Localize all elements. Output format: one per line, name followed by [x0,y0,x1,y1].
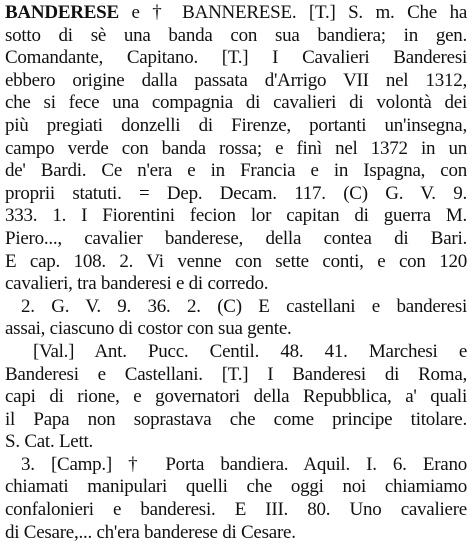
entry-line-23: confalonieri e banderesi. E III. 80. Uno cavaliere [5,499,467,521]
headword: BANDERESE [5,2,119,23]
entry-line-24: di Cesare,... ch'era banderese di Cesare. [5,521,296,543]
entry-line-8: de' Bardi. Ce n'era e in Francia e in Ispagna, con [5,160,467,182]
entry-line-2: sotto di sè una banda con sua bandiera; in gen. [5,24,467,46]
entry-line-16: [Val.] Ant. Pucc. Centil. 48. 41. Marchesi e [33,340,467,362]
entry-line-19: il Papa non soprastava che come principe titolare. [5,408,467,430]
entry-line-14: 2. G. V. 9. 36. 2. (C) E castellani e banderesi [21,295,467,317]
entry-line-9: proprii statuti. = Dep. Decam. 117. (C) G. V. 9. [5,182,467,204]
entry-line-1: BANDERESE e † BANNERESE. [T.] S. m. Che ha [5,2,467,23]
entry-line-18: capi di rione, e governatori della Repubblica, a' quali [5,386,467,408]
entry-line-12: E cap. 108. 2. Vi venne con sette conti, e con 120 [5,250,467,272]
entry-line-20: S. Cat. Lett. [5,431,94,453]
entry-line-22: chiamati manipulari quelli che oggi noi chiamiamo [5,476,467,498]
entry-line-3: Comandante, Capitano. [T.] I Cavalieri Banderesi [5,47,467,69]
entry-line-11: Piero..., cavalier banderese, della contea di Bari. [5,227,467,249]
entry-line-5: che si fece una compagnia di cavalieri di volontà dei [5,92,467,114]
entry-line-21: 3. [Camp.] † Porta bandiera. Aquil. I. 6. Erano [21,453,467,475]
entry-line-6: più pregiati donzelli di Firenze, portanti un'insegna, [5,114,467,136]
entry-line-13: cavalieri, tra banderesi e di corredo. [5,273,269,295]
entry-line-17: Banderesi e Castellani. [T.] I Banderesi di Roma, [5,363,467,385]
entry-line-15: assai, ciascuno di costor con sua gente. [5,318,292,340]
entry-line-10: 333. 1. I Fiorentini fecion lor capitan di guerra M. [5,205,467,227]
entry-line-7: campo verde con banda rossa; e finì nel 1372 in un [5,137,467,159]
entry-line-4: ebbero origine dalla passata d'Arrigo VII nel 1312, [5,69,467,91]
